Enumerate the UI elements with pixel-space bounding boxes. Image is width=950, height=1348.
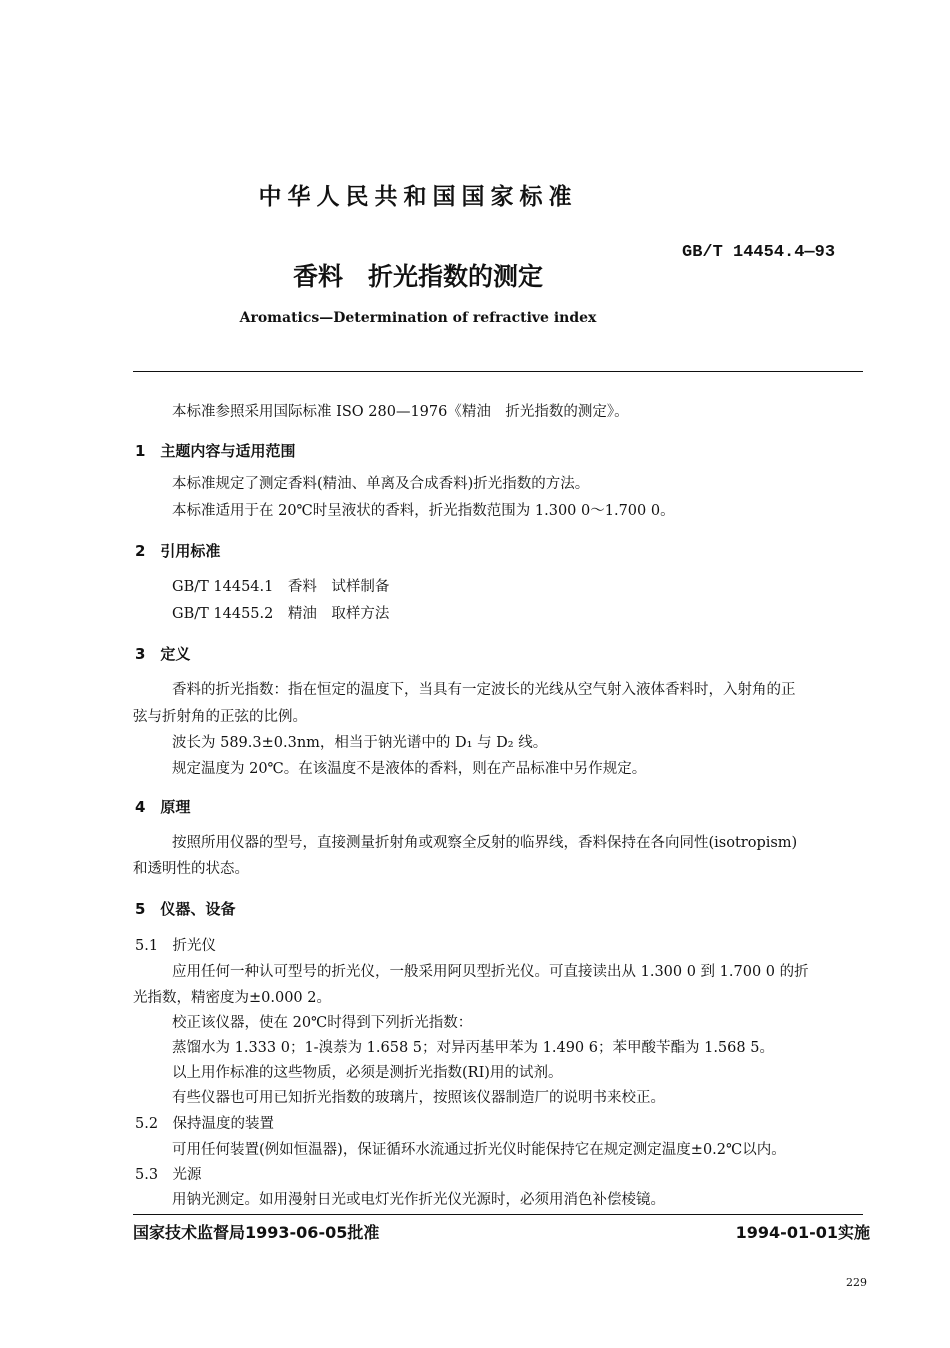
reference-standard-1: GB/T 14454.1 香料 试样制备 — [172, 579, 390, 595]
approval-date: 国家技术监督局1993-06-05批准 — [133, 1223, 380, 1242]
section-5-1-paragraph-1-line-2: 光指数，精密度为±0.000 2。 — [133, 990, 331, 1006]
section-5-1-paragraph-1-line-1: 应用任何一种认可型号的折光仪，一般采用阿贝型折光仪。可直接读出从 1.300 0 到 1.700 0 的折 — [172, 964, 809, 980]
section-1-paragraph-2: 本标准适用于在 20℃时呈液状的香料，折光指数范围为 1.300 0～1.700 0。 — [172, 503, 675, 519]
section-3-heading: 3 定义 — [135, 645, 191, 663]
bottom-divider — [133, 1214, 863, 1215]
section-1-paragraph-1: 本标准规定了测定香料(精油、单离及合成香料)折光指数的方法。 — [172, 476, 590, 492]
section-5-2-heading: 5.2 保持温度的装置 — [135, 1116, 275, 1132]
section-4-heading: 4 原理 — [135, 798, 191, 816]
section-4-paragraph-line-2: 和透明性的状态。 — [133, 861, 249, 877]
page-number: 229 — [846, 1276, 867, 1289]
section-5-1-paragraph-3: 蒸馏水为 1.333 0；1-溴萘为 1.658 5；对异丙基甲苯为 1.490 6；苯甲酸苄酯为 1.568 5。 — [172, 1040, 774, 1056]
section-4-paragraph-line-1: 按照所用仪器的型号，直接测量折射角或观察全反射的临界线，香料保持在各向同性(isotropism) — [172, 835, 798, 851]
document-title-cn: 香料 折光指数的测定 — [292, 262, 543, 291]
section-2-heading: 2 引用标准 — [135, 542, 221, 560]
section-5-3-paragraph: 用钠光测定。如用漫射日光或电灯光作折光仪光源时，必须用消色补偿棱镜。 — [172, 1192, 665, 1208]
section-1-heading: 1 主题内容与适用范围 — [135, 442, 296, 460]
section-5-1-paragraph-5: 有些仪器也可用已知折光指数的玻璃片，按照该仪器制造厂的说明书来校正。 — [172, 1090, 665, 1106]
section-3-paragraph-1-line-1: 香料的折光指数：指在恒定的温度下，当具有一定波长的光线从空气射入液体香料时，入射角的正 — [172, 682, 796, 698]
intro-paragraph: 本标准参照采用国际标准 ISO 280—1976《精油 折光指数的测定》。 — [172, 404, 629, 420]
section-5-3-heading: 5.3 光源 — [135, 1167, 202, 1183]
section-3-paragraph-1-line-2: 弦与折射角的正弦的比例。 — [133, 709, 307, 725]
standard-code: GB/T 14454.4—93 — [682, 243, 836, 262]
top-divider — [133, 371, 863, 372]
reference-standard-2: GB/T 14455.2 精油 取样方法 — [172, 606, 390, 622]
document-title-en: Aromatics—Determination of refractive index — [239, 310, 597, 326]
section-3-paragraph-3: 规定温度为 20℃。在该温度不是液体的香料，则在产品标准中另作规定。 — [172, 761, 647, 777]
section-5-2-paragraph: 可用任何装置(例如恒温器)，保证循环水流通过折光仪时能保持它在规定测定温度±0.2℃以内。 — [172, 1142, 786, 1158]
section-5-1-paragraph-2: 校正该仪器，使在 20℃时得到下列折光指数： — [172, 1015, 473, 1031]
section-5-heading: 5 仪器、设备 — [135, 900, 236, 918]
section-5-1-paragraph-4: 以上用作标准的这些物质，必须是测折光指数(RI)用的试剂。 — [172, 1065, 563, 1081]
effective-date: 1994-01-01实施 — [735, 1223, 870, 1242]
national-standard-title: 中华人民共和国国家标准 — [258, 184, 578, 210]
section-3-paragraph-2: 波长为 589.3±0.3nm，相当于钠光谱中的 D₁ 与 D₂ 线。 — [172, 735, 548, 751]
section-5-1-heading: 5.1 折光仪 — [135, 938, 217, 954]
